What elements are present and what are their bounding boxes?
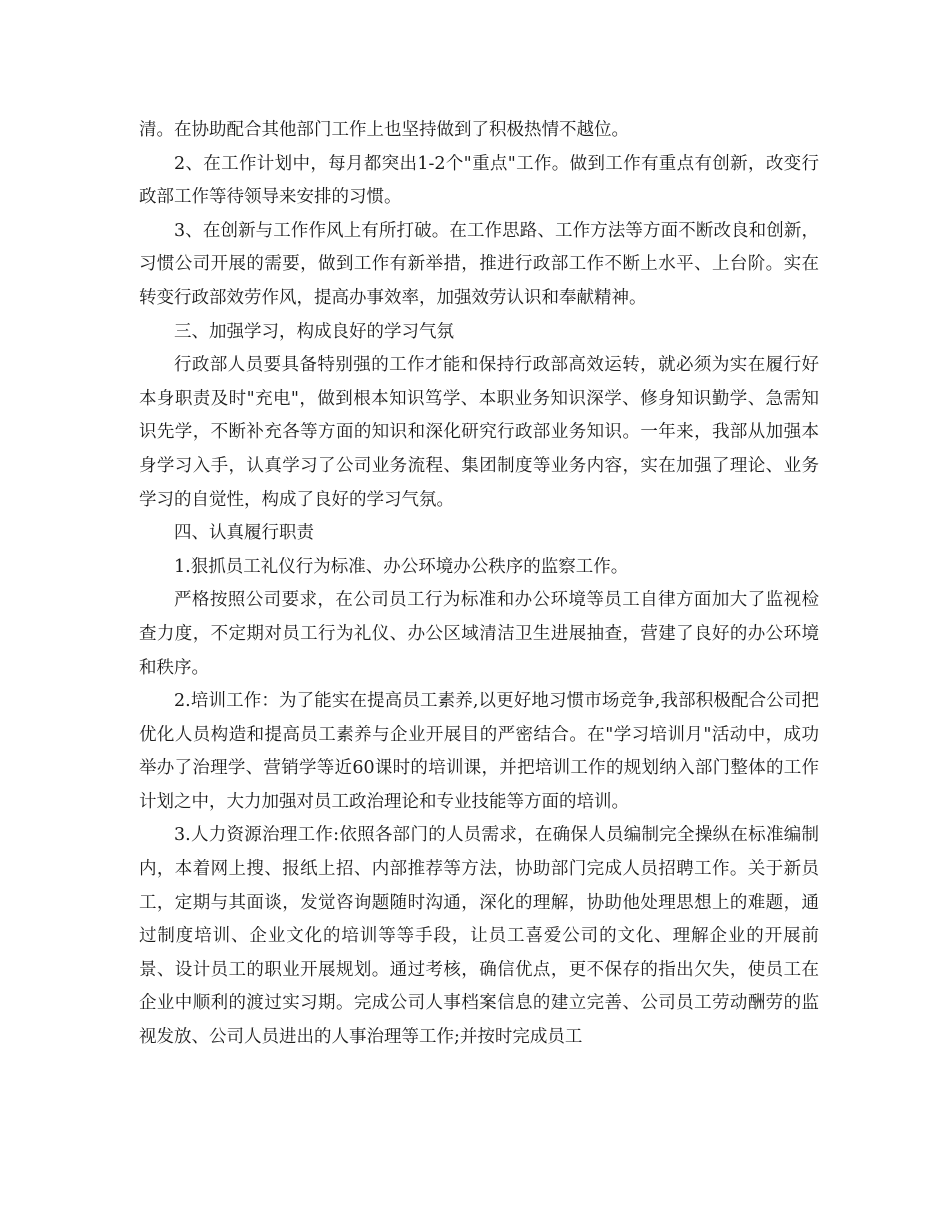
section-heading-4: 四、认真履行职责 [174, 523, 314, 544]
paragraph-9: 2.培训工作：为了能实在提高员工素养,以更好地习惯市场竞争,我部积极配合公司把优化人员构造和提高员工素养与企业开展目的严密结合。在"学习培训月"活动中，成功举办了治理学、营销学等近60课时的培训课，并把培训工作的规划纳入部门整体的工作计划之中，大力加强对员工政治理论和专业技能等方面的培训。 [139, 691, 819, 812]
subheading-1: 1.狠抓员工礼仪行为标准、办公环境办公秩序的监察工作。 [174, 556, 629, 577]
paragraph-5: 行政部人员要具备特别强的工作才能和保持行政部高效运转，就必须为实在履行好本身职责及时"充电"，做到根本知识笃学、本职业务知识深学、修身知识勤学、急需知识先学，不断补充各等方面的知识和深化研究行政部业务知识。一年来，我部从加强本身学习入手，认真学习了公司业务流程、集团制度等业务内容，实在加强了理论、业务学习的自觉性，构成了良好的学习气氛。 [139, 355, 819, 510]
paragraph-3: 3、在创新与工作作风上有所打破。在工作思路、工作方法等方面不断改良和创新，习惯公司开展的需要，做到工作有新举措，推进行政部工作不断上水平、上台阶。实在转变行政部效劳作风，提高办事效率，加强效劳认识和奉献精神。 [139, 220, 819, 308]
paragraph-10: 3.人力资源治理工作:依照各部门的人员需求，在确保人员编制完全操纵在标准编制内，本着网上搜、报纸上招、内部推荐等方法，协助部门完成人员招聘工作。关于新员工，定期与其面谈，发觉咨询题随时沟通，深化的理解，协助他处理思想上的难题，通过制度培训、企业文化的培训等等手段，让员工喜爱公司的文化、理解企业的开展前景、设计员工的职业开展规划。通过考核，确信优点，更不保存的指出欠失，使员工在企业中顺利的渡过实习期。完成公司人事档案信息的建立完善、公司员工劳动酬劳的监视发放、公司人员进出的人事治理等工作;并按时完成员工 [139, 825, 819, 1048]
document-body [139, 114, 819, 1055]
paragraph-2: 2、在工作计划中，每月都突出1-2个"重点"工作。做到工作有重点有创新，改变行政部工作等待领导来安排的习惯。 [139, 153, 819, 208]
section-heading-3: 三、加强学习，构成良好的学习气氛 [174, 321, 454, 342]
paragraph-8: 严格按照公司要求，在公司员工行为标准和办公环境等员工自律方面加大了监视检查力度，不定期对员工行为礼仪、办公区域清洁卫生进展抽查，营建了良好的办公环境和秩序。 [139, 590, 819, 678]
paragraph-1: 清。在协助配合其他部门工作上也坚持做到了积极热情不越位。 [139, 120, 629, 140]
